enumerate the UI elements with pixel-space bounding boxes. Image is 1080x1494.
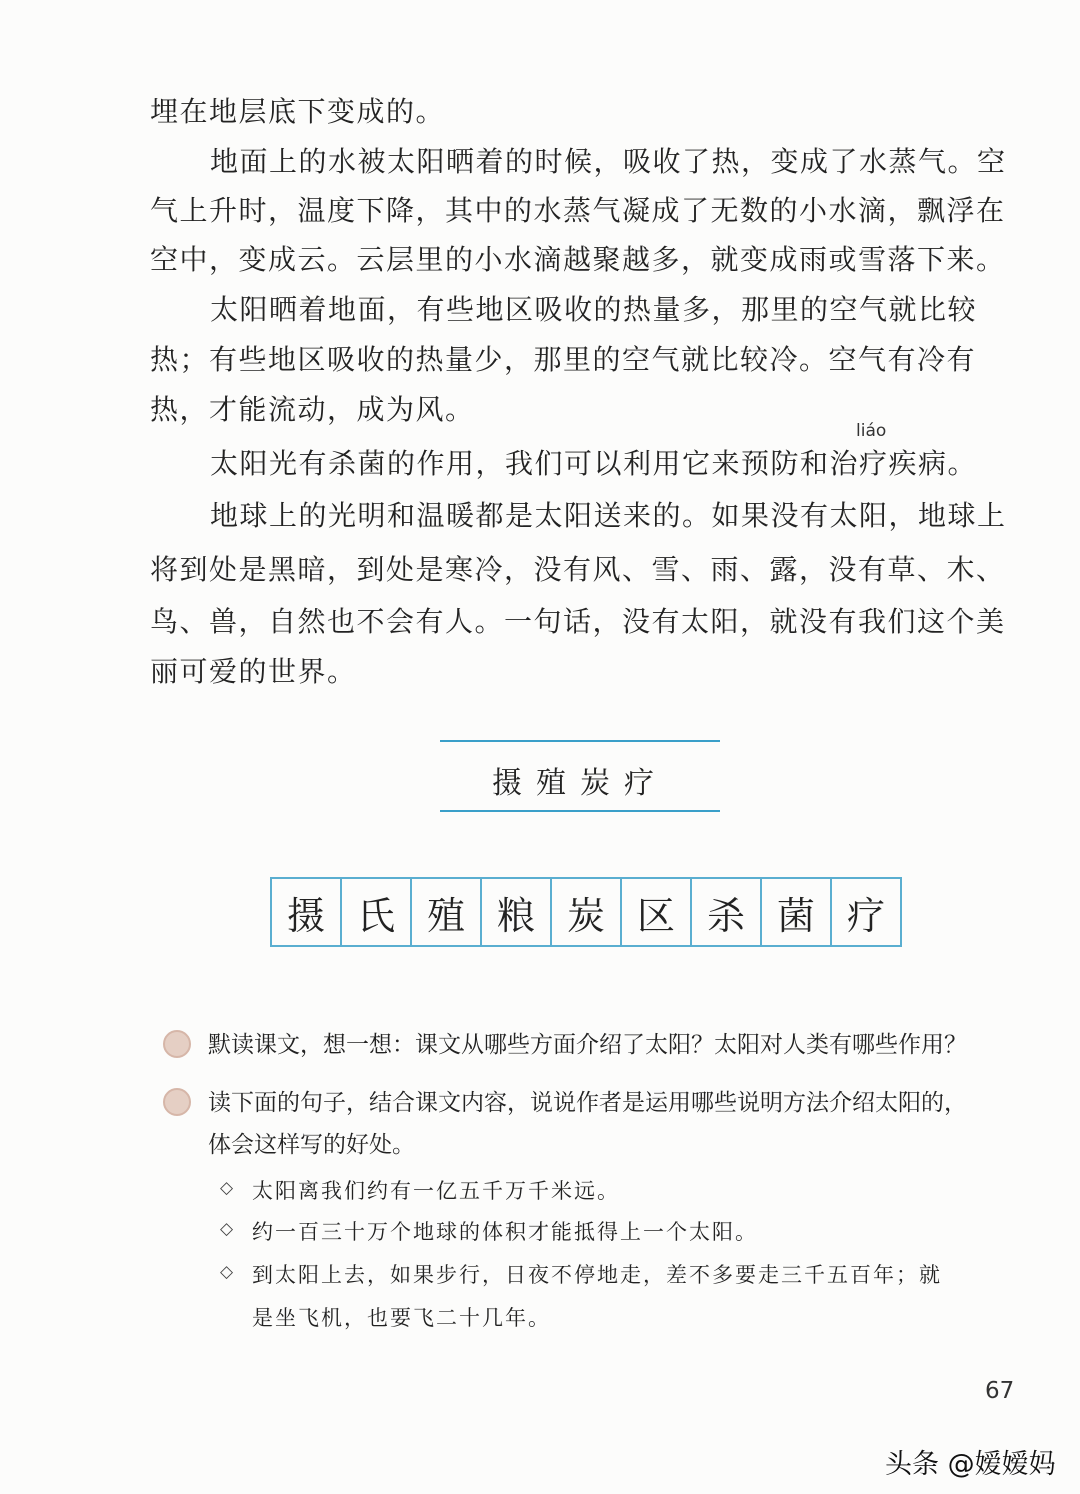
body-line: 太阳晒着地面，有些地区吸收的热量多，那里的空气就比较 — [210, 293, 978, 326]
body-line: 太阳光有杀菌的作用，我们可以利用它来预防和治疗疾病。 — [210, 447, 978, 480]
exercise-seal-icon — [163, 1030, 191, 1058]
body-line: 鸟、兽，自然也不会有人。一句话，没有太阳，就没有我们这个美 — [150, 605, 1006, 638]
page-number: 67 — [985, 1378, 1015, 1404]
bullet-sentence: 太阳离我们约有一亿五千万千米远。 — [252, 1179, 620, 1203]
grid-char: 粮 — [482, 879, 552, 945]
body-line: 地球上的光明和温暖都是太阳送来的。如果没有太阳，地球上 — [210, 499, 1007, 532]
body-line: 热；有些地区吸收的热量少，那里的空气就比较冷。空气有冷有 — [150, 343, 977, 376]
grid-char: 杀 — [692, 879, 762, 945]
body-line: 丽可爱的世界。 — [150, 655, 357, 688]
pinyin-annotation: liáo — [856, 421, 887, 441]
grid-char: 炭 — [552, 879, 622, 945]
diamond-bullet-icon: ◇ — [220, 1262, 234, 1282]
body-line: 气上升时，温度下降，其中的水蒸气凝成了无数的小水滴，飘浮在 — [150, 194, 1006, 227]
grid-char: 氏 — [342, 879, 412, 945]
diamond-bullet-icon: ◇ — [220, 1178, 234, 1198]
character-title: 摄殖炭疗 — [492, 766, 668, 801]
bullet-sentence: 是坐飞机，也要飞二十几年。 — [252, 1306, 551, 1330]
question-text: 体会这样写的好处。 — [208, 1132, 415, 1158]
grid-char: 殖 — [412, 879, 482, 945]
grid-char: 摄 — [272, 879, 342, 945]
watermark: 头条 @嫒嫒妈 — [885, 1449, 1056, 1480]
question-text: 读下面的句子，结合课文内容，说说作者是运用哪些说明方法介绍太阳的， — [208, 1090, 967, 1116]
exercise-seal-icon — [163, 1088, 191, 1116]
body-line: 将到处是黑暗，到处是寒冷，没有风、雪、雨、露，没有草、木、 — [150, 553, 1006, 586]
body-line: 地面上的水被太阳晒着的时候，吸收了热，变成了水蒸气。空 — [210, 145, 1007, 178]
bullet-sentence: 约一百三十万个地球的体积才能抵得上一个太阳。 — [252, 1220, 758, 1244]
writing-grid — [270, 877, 902, 947]
question-text: 默读课文，想一想：课文从哪些方面介绍了太阳？太阳对人类有哪些作用？ — [208, 1032, 967, 1058]
title-rule-bottom — [440, 810, 720, 812]
body-line: 热，才能流动，成为风。 — [150, 393, 475, 426]
grid-char: 疗 — [846, 893, 885, 938]
bullet-sentence: 到太阳上去，如果步行，日夜不停地走，差不多要走三千五百年；就 — [252, 1263, 942, 1287]
grid-char: 区 — [622, 879, 692, 945]
title-rule-top — [440, 740, 720, 742]
body-line: 空中，变成云。云层里的小水滴越聚越多，就变成雨或雪落下来。 — [150, 243, 1006, 276]
body-line: 埋在地层底下变成的。 — [150, 95, 446, 128]
grid-char: 菌 — [762, 879, 832, 945]
diamond-bullet-icon: ◇ — [220, 1219, 234, 1239]
